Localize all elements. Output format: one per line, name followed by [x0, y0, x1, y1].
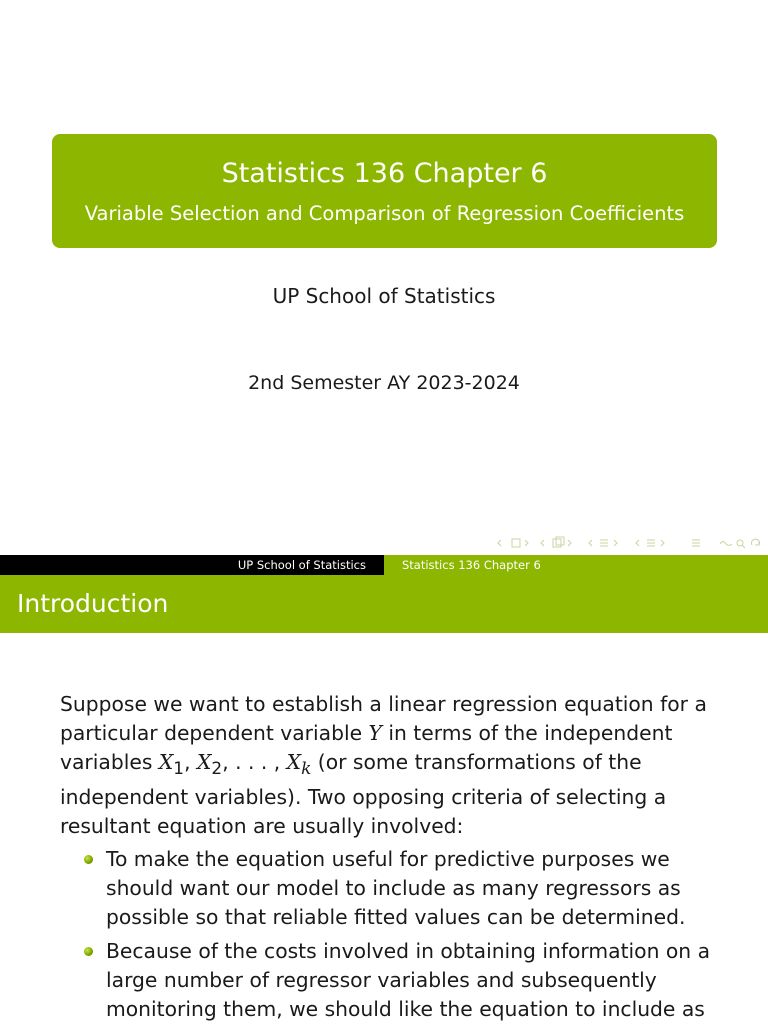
- footline-author: [0, 555, 384, 575]
- frame-title-bar: [0, 575, 768, 633]
- footline: [0, 555, 768, 575]
- nav-frame-icon[interactable]: [498, 539, 528, 547]
- nav-subsection-list-icon[interactable]: [636, 540, 664, 546]
- list-item: Because of the costs involved in obtaining information on a large number of regressor variables and subsequently monitoring them, we should like the equation to include as: [60, 937, 720, 1024]
- nav-subsection-icon[interactable]: [541, 537, 571, 547]
- presentation-subtitle: Variable Selection and Comparison of Regression Coefficients: [84, 202, 685, 225]
- title-block: [52, 134, 717, 248]
- nav-search-icon[interactable]: [720, 539, 760, 548]
- footline-author-text: UP School of Statistics: [237, 558, 366, 572]
- criteria-list: [60, 845, 720, 1024]
- footline-title-text: Statistics 136 Chapter 6: [402, 558, 541, 572]
- beamer-navigation-symbols[interactable]: [497, 536, 765, 550]
- presentation-title: Statistics 136 Chapter 6: [221, 158, 548, 189]
- list-item: To make the equation useful for predictive purposes we should want our model to include as many regressors as possible so that reliable fitted values can be determined.: [60, 845, 720, 932]
- author-institute: UP School of Statistics: [272, 284, 496, 308]
- bullet-icon: [84, 947, 93, 956]
- intro-paragraph: Suppose we want to establish a linear regression equation for a particular dependent variable Y in terms of the independent variables $X_1$, $X_2$, . . . , $X_k$ (or some transformations of the independent variables). Two opposing criteria of selecting a resultant equation are usually involved:: [60, 692, 707, 839]
- nav-section-icon[interactable]: [589, 540, 617, 546]
- footline-title: [384, 555, 768, 575]
- nav-document-icon[interactable]: [692, 540, 700, 546]
- presentation-date: 2nd Semester AY 2023-2024: [248, 372, 520, 394]
- slide-content: [60, 690, 720, 1029]
- bullet-icon: [84, 855, 93, 864]
- frame-title: Introduction: [17, 589, 169, 618]
